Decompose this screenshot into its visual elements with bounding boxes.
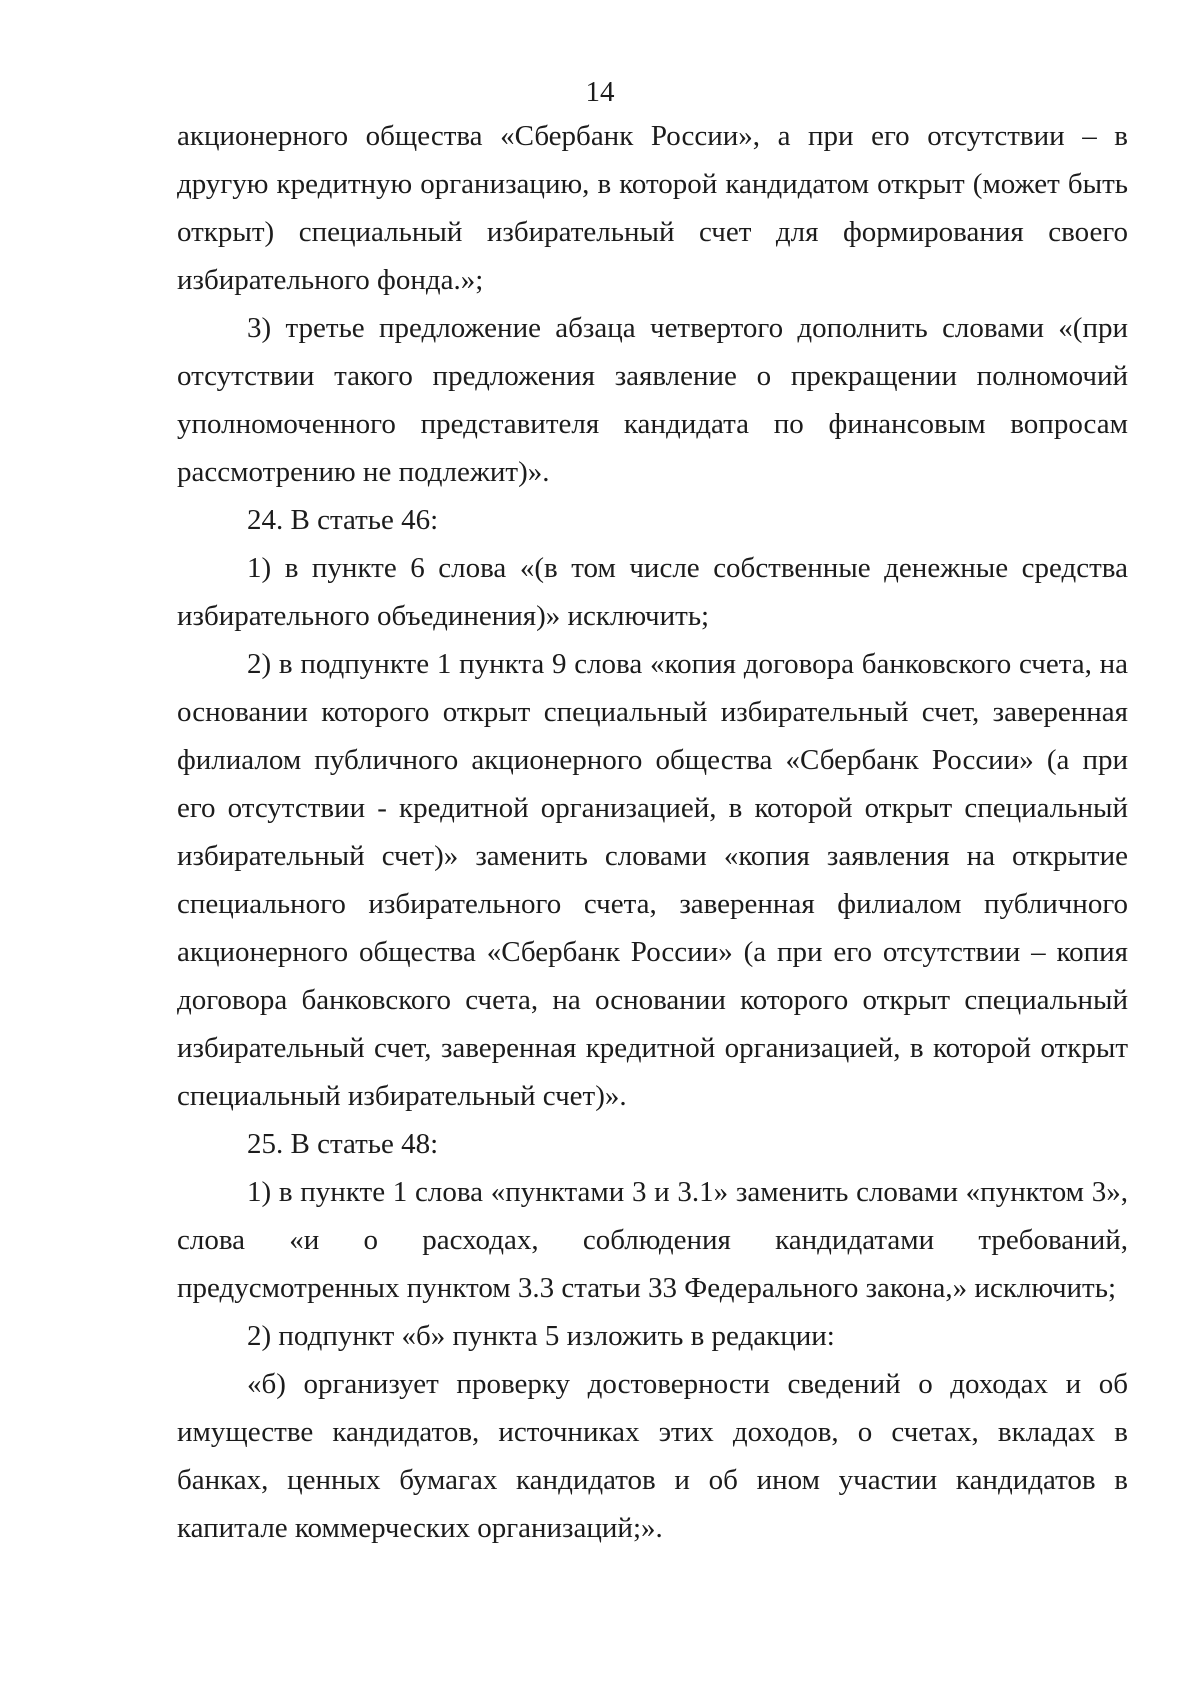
- paragraph-25-item-2: 2) подпункт «б» пункта 5 изложить в редакции:: [247, 1320, 835, 1352]
- page-number: 14: [585, 76, 615, 108]
- paragraph-item-3: 3) третье предложение абзаца четвертого дополнить словами «(при отсутствии такого предложения заявление о прекращении полномочий уполномоченного представителя кандидата по финансовым вопросам рассмотрению не подлежит)».: [177, 312, 1128, 488]
- section-heading-25: 25. В статье 48:: [247, 1128, 439, 1160]
- paragraph-24-item-1: 1) в пункте 6 слова «(в том числе собственные денежные средства избирательного объединения)» исключить;: [177, 552, 1128, 632]
- paragraph-25-subitem-b: «б) организует проверку достоверности сведений о доходах и об имуществе кандидатов, источниках этих доходов, о счетах, вкладах в банках, ценных бумагах кандидатов и об ином участии кандидатов в капитале коммерческих организаций;».: [177, 1368, 1128, 1544]
- paragraph-25-item-1: 1) в пункте 1 слова «пунктами 3 и 3.1» заменить словами «пунктом 3», слова «и о расходах, соблюдения кандидатами требований, предусмотренных пунктом 3.3 статьи 33 Федерального закона,» исключить;: [177, 1176, 1128, 1304]
- section-heading-24: 24. В статье 46:: [247, 504, 439, 536]
- paragraph-24-item-2: 2) в подпункте 1 пункта 9 слова «копия договора банковского счета, на основании которого открыт специальный избирательный счет, заверенная филиалом публичного акционерного общества «Сбербанк России» (а при его отсутствии - кредитной организацией, в которой открыт специальный избирательный счет)» заменить словами «копия заявления на открытие специального избирательного счета, заверенная филиалом публичного акционерного общества «Сбербанк России» (а при его отсутствии – копия договора банковского счета, на основании которого открыт специальный избирательный счет, заверенная кредитной организацией, в которой открыт специальный избирательный счет)».: [177, 648, 1128, 1112]
- paragraph-continuation: акционерного общества «Сбербанк России», а при его отсутствии – в другую кредитную организацию, в которой кандидатом открыт (может быть открыт) специальный избирательный счет для формирования своего избирательного фонда.»;: [177, 120, 1128, 296]
- document-body: [177, 112, 1128, 1552]
